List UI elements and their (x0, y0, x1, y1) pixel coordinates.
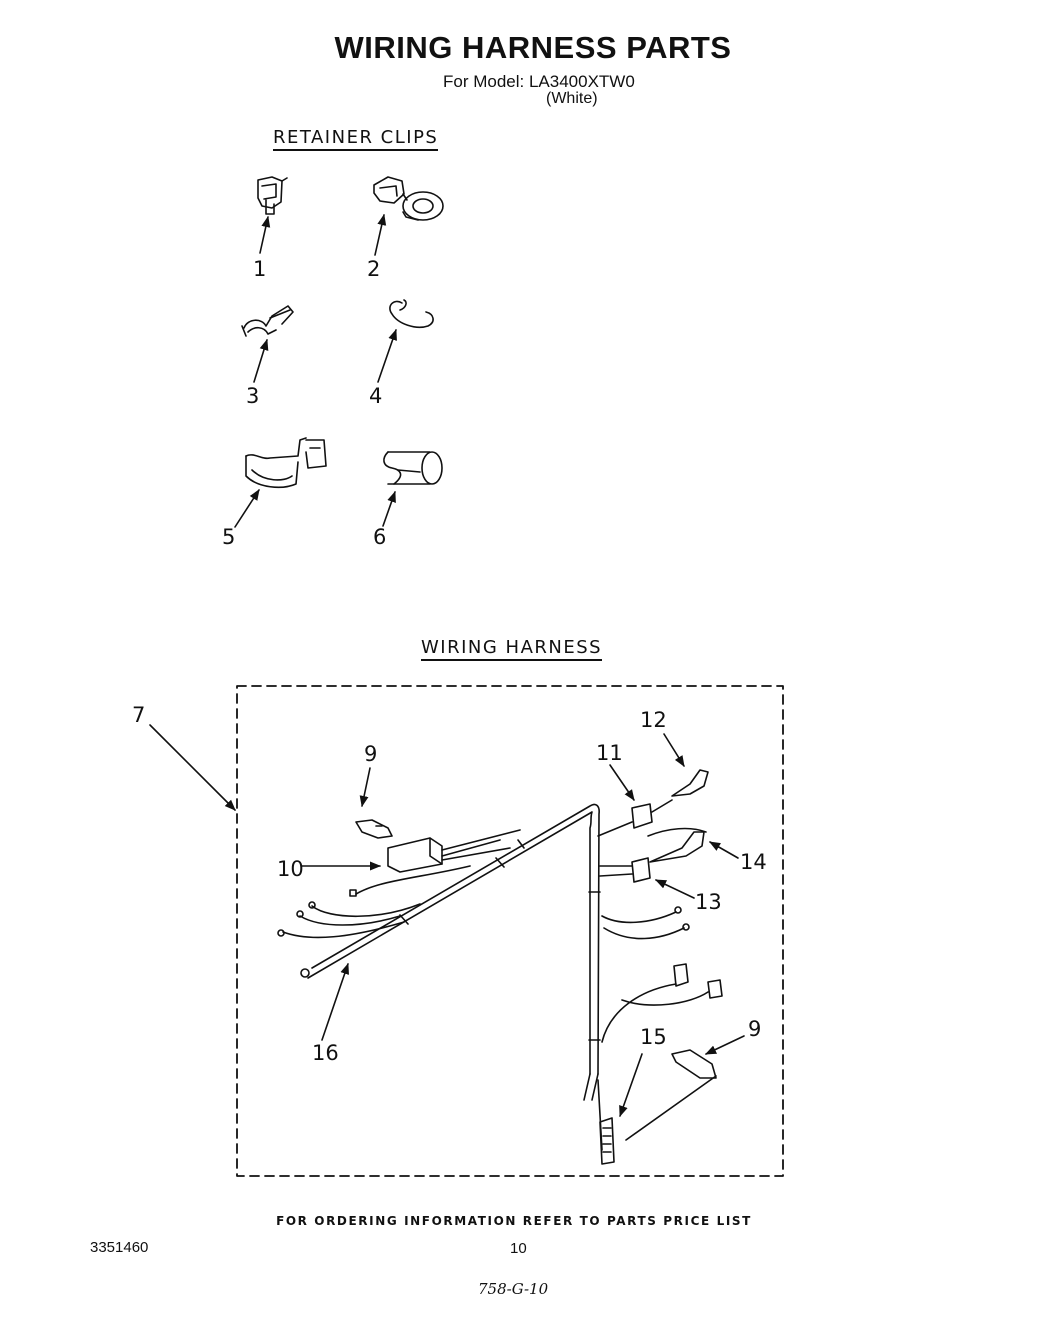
retainer-clip-3 (242, 306, 293, 336)
callout-7: 7 (132, 703, 146, 727)
callout-1: 1 (253, 257, 267, 281)
leader-arrow-11 (610, 765, 634, 800)
callout-3: 3 (246, 384, 260, 408)
callout-4: 4 (369, 384, 383, 408)
wiring-harness-assembly (278, 770, 722, 1164)
retainer-clip-6 (384, 452, 442, 484)
callout-16: 16 (312, 1041, 339, 1065)
callout-12: 12 (640, 708, 667, 732)
callout-10: 10 (277, 857, 304, 881)
callout-13: 13 (695, 890, 722, 914)
leader-arrow-6 (383, 492, 395, 526)
document-number: 3351460 (90, 1239, 149, 1256)
leader-arrow-2 (375, 215, 384, 255)
leader-arrow-14 (710, 842, 738, 858)
leader-arrow-4 (378, 330, 396, 382)
leader-arrow-9-connector (362, 768, 370, 806)
page-title: WIRING HARNESS PARTS (334, 30, 732, 65)
retainer-clip-5 (246, 438, 326, 487)
wiring-harness-heading: WIRING HARNESS (421, 637, 602, 661)
callout-2: 2 (367, 257, 381, 281)
callout-5: 5 (222, 525, 236, 549)
leader-arrow-12 (664, 734, 684, 766)
callout-9-connector: 9 (364, 742, 378, 766)
leader-arrow-1 (260, 217, 268, 253)
callout-9-terminal: 9 (748, 1017, 762, 1041)
handwritten-code: 758-G-10 (478, 1280, 549, 1298)
leader-arrow-16 (322, 964, 348, 1040)
harness-kit-boundary (237, 686, 783, 1176)
page-number: 10 (510, 1240, 527, 1257)
leader-arrow-5 (235, 490, 259, 527)
retainer-clips-heading: RETAINER CLIPS (273, 127, 438, 151)
callout-6: 6 (373, 525, 387, 549)
callout-15: 15 (640, 1025, 667, 1049)
callout-11: 11 (596, 741, 623, 765)
leader-arrow-7 (150, 725, 235, 810)
ordering-note: FOR ORDERING INFORMATION REFER TO PARTS PRICE LIST (276, 1214, 752, 1228)
callout-14: 14 (740, 850, 767, 874)
model-color: (White) (546, 90, 598, 107)
leader-arrow-15 (620, 1054, 642, 1116)
leader-arrow-13 (656, 880, 694, 898)
leader-arrow-3 (254, 340, 267, 382)
retainer-clip-1 (258, 177, 287, 214)
leader-arrow-9-terminal (706, 1036, 744, 1054)
retainer-clip-2 (374, 177, 443, 220)
model-number: For Model: LA3400XTW0 (443, 72, 635, 91)
retainer-clip-4 (390, 300, 433, 327)
